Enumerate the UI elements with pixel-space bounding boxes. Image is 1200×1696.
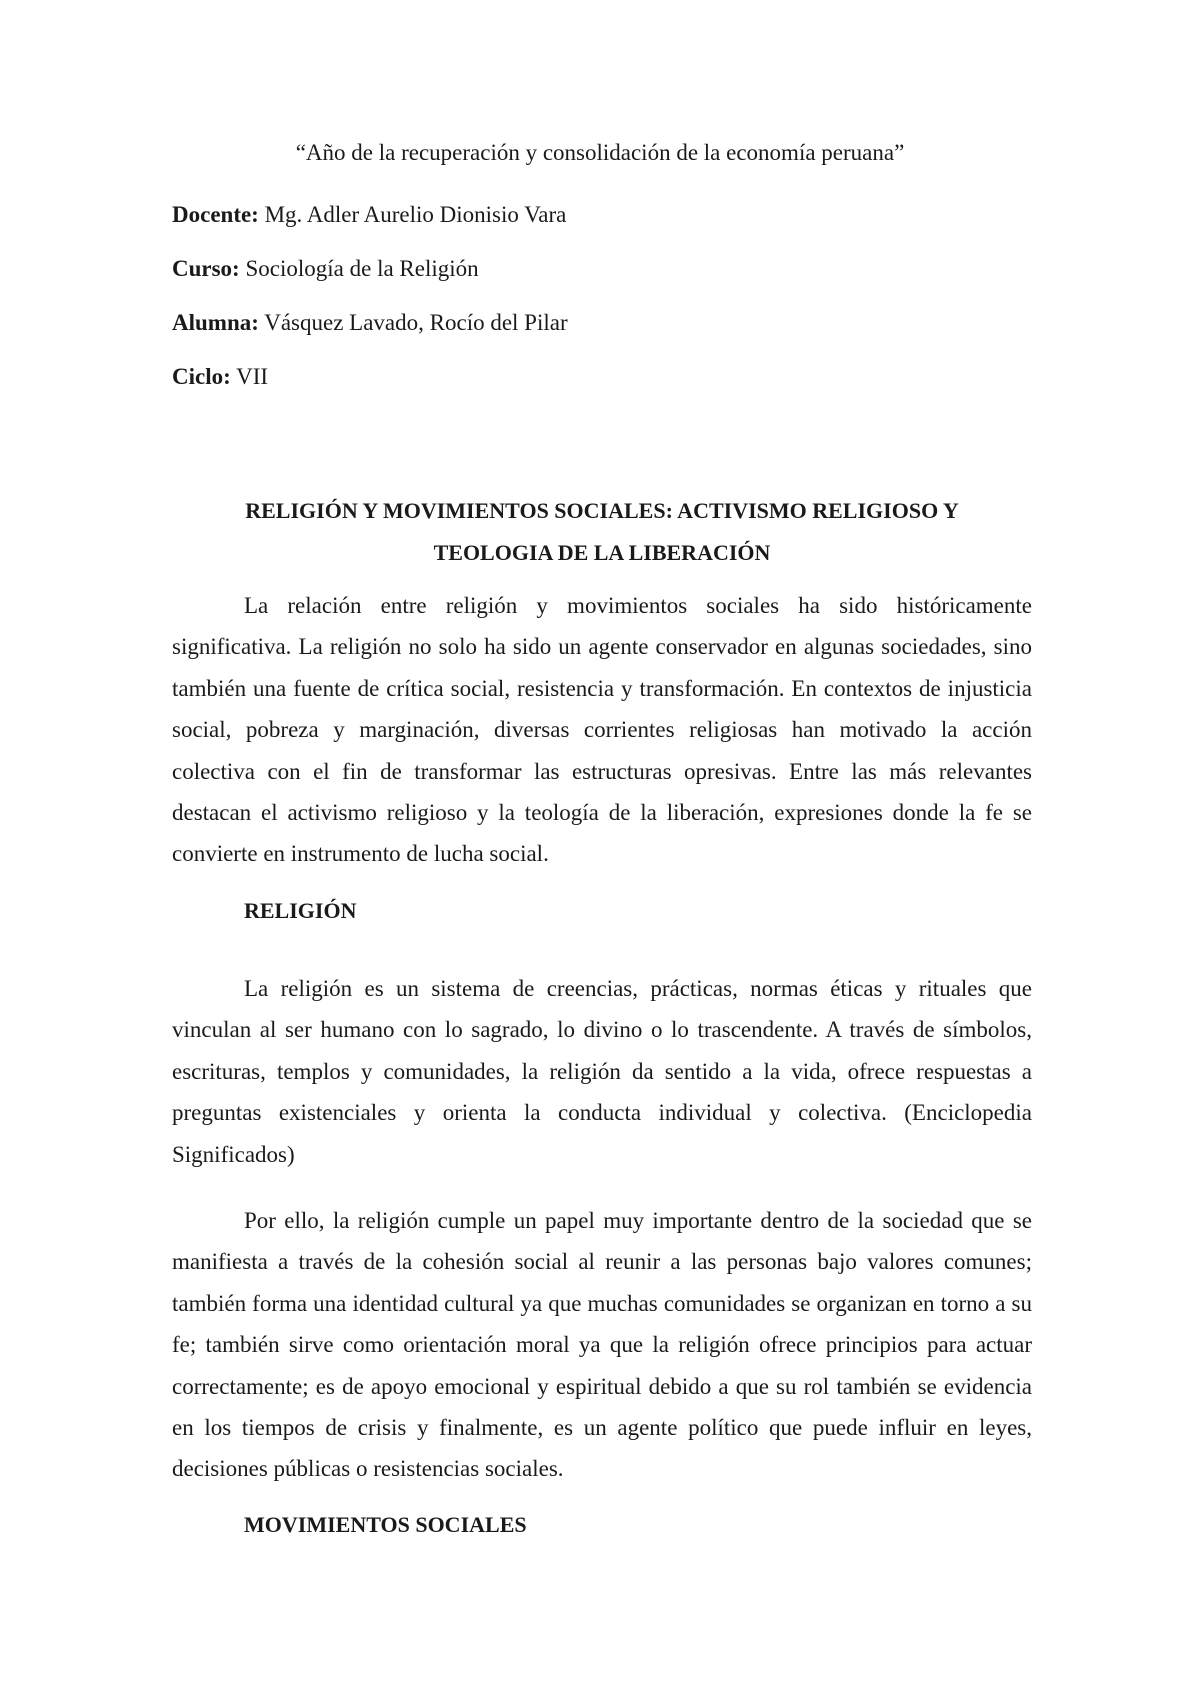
cycle-line <box>172 364 268 390</box>
section-heading-social-movements: MOVIMIENTOS SOCIALES <box>244 1512 527 1537</box>
teacher-line <box>172 202 566 228</box>
student-label: Alumna: <box>172 310 259 335</box>
national-year-motto: “Año de la recuperación y consolidación de la economía peruana” <box>295 140 905 165</box>
section-heading-religion: RELIGIÓN <box>244 898 357 923</box>
course-label: Curso: <box>172 256 240 281</box>
teacher-label: Docente: <box>172 202 259 227</box>
course-value: Sociología de la Religión <box>239 256 479 281</box>
religion-paragraph-2: Por ello, la religión cumple un papel muy importante dentro de la sociedad que se manifiesta a través de la cohesión social al reunir a las personas bajo valores comunes; también forma una identidad cultural ya que muchas comunidades se organizan en torno a su fe; también sirve como orientación moral ya que la religión ofrece principios para actuar correctamente; es de apoyo emocional y espiritual debido a que su rol también se evidencia en los tiempos de crisis y finalmente, es un agente político que puede influir en leyes, decisiones públicas o resistencias sociales. <box>172 1208 1032 1482</box>
intro-paragraph: La relación entre religión y movimientos sociales ha sido históricamente significativa. La religión no solo ha sido un agente conservador en algunas sociedades, sino también una fuente de crítica social, resistencia y transformación. En contextos de injusticia social, pobreza y marginación, diversas corrientes religiosas han motivado la acción colectiva con el fin de transformar las estructuras opresivas. Entre las más relevantes destacan el activismo religioso y la teología de la liberación, expresiones donde la fe se convierte en instrumento de lucha social. <box>172 593 1032 867</box>
student-value: Vásquez Lavado, Rocío del Pilar <box>258 310 568 335</box>
course-line <box>172 256 479 282</box>
document-title <box>172 490 1032 574</box>
religion-paragraph-1: La religión es un sistema de creencias, prácticas, normas éticas y rituales que vinculan al ser humano con lo sagrado, lo divino o lo trascendente. A través de símbolos, escrituras, templos y comunidades, la religión da sentido a la vida, ofrece respuestas a preguntas existenciales y orienta la conducta individual y colectiva. (Enciclopedia Significados) <box>172 976 1032 1167</box>
cycle-value: VII <box>230 364 269 389</box>
student-line <box>172 310 568 336</box>
teacher-value: Mg. Adler Aurelio Dionisio Vara <box>258 202 567 227</box>
cycle-label: Ciclo: <box>172 364 231 389</box>
title-line-1: RELIGIÓN Y MOVIMIENTOS SOCIALES: ACTIVISMO RELIGIOSO Y <box>245 498 959 523</box>
title-line-2: TEOLOGIA DE LA LIBERACIÓN <box>433 540 771 565</box>
